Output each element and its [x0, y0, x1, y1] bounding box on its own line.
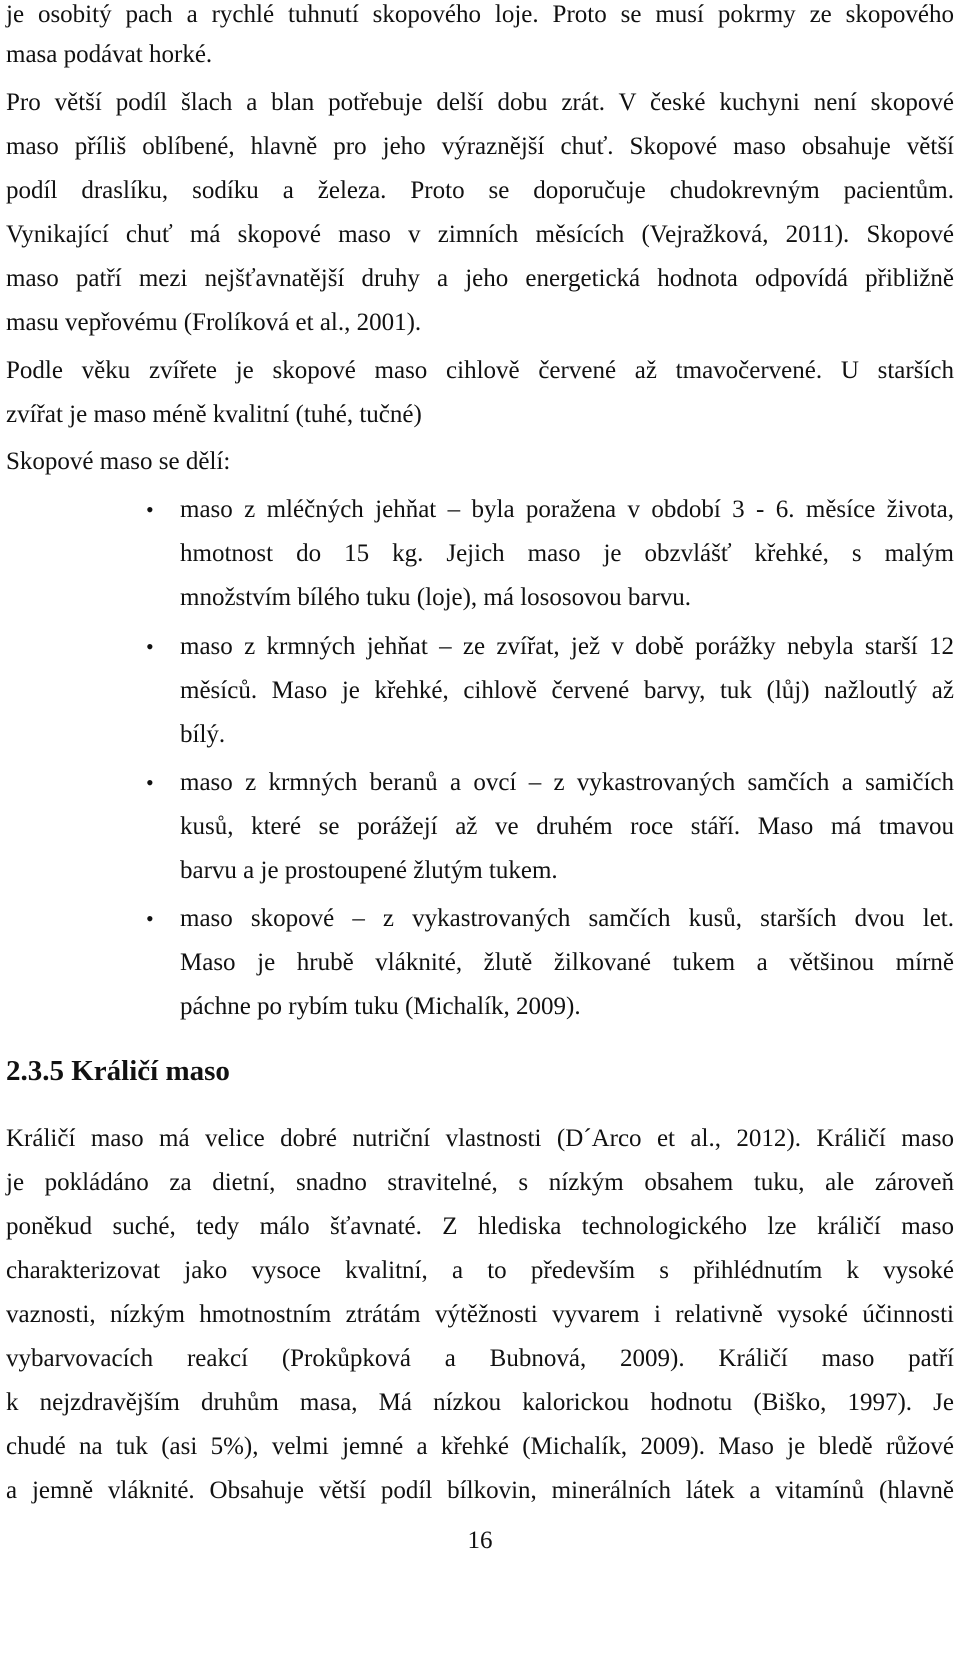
text-line: poněkud suché, tedy málo šťavnaté. Z hlediska technologického lze králičí maso	[6, 1213, 954, 1240]
list-item-line: maso skopové – z vykastrovaných samčích kusů, starších dvou let.	[180, 905, 954, 932]
list-item-line: barvu a je prostoupené žlutým tukem.	[180, 857, 558, 884]
text-line: masa podávat horké.	[6, 41, 213, 68]
list-item-line: kusů, které se porážejí až ve druhém roce stáří. Maso má tmavou	[180, 813, 954, 840]
text-line: maso patří mezi nejšťavnatější druhy a jeho energetická hodnota odpovídá přibližně	[6, 265, 954, 292]
page-number: 16	[467, 1527, 493, 1554]
bullet-icon: •	[146, 497, 154, 522]
text-line: Podle věku zvířete je skopové maso cihlově červené až tmavočervené. U starších	[6, 357, 954, 384]
text-line: je osobitý pach a rychlé tuhnutí skopového loje. Proto se musí pokrmy ze skopového	[6, 1, 954, 28]
text-line: podíl draslíku, sodíku a železa. Proto se doporučuje chudokrevným pacientům.	[6, 177, 954, 204]
text-line: Pro větší podíl šlach a blan potřebuje delší dobu zrát. V české kuchyni není skopové	[6, 89, 954, 116]
list-item-line: páchne po rybím tuku (Michalík, 2009).	[180, 993, 581, 1020]
text-line: zvířat je maso méně kvalitní (tuhé, tučné)	[6, 401, 422, 428]
list-item-line: množstvím bílého tuku (loje), má lososovou barvu.	[180, 584, 692, 611]
list-item-line: maso z krmných jehňat – ze zvířat, jež v době porážky nebyla starší 12	[180, 633, 954, 660]
text-line: vybarvovacích reakcí (Prokůpková a Bubnová, 2009). Králičí maso patří	[6, 1345, 954, 1372]
list-item-line: maso z mléčných jehňat – byla poražena v období 3 - 6. měsíce života,	[180, 496, 954, 523]
list-item-line: bílý.	[180, 721, 226, 748]
bullet-icon: •	[146, 906, 154, 931]
list-item-line: maso z krmných beranů a ovcí – z vykastrovaných samčích a samičích	[180, 769, 954, 796]
text-line: maso příliš oblíbené, hlavně pro jeho výraznější chuť. Skopové maso obsahuje větší	[6, 133, 954, 160]
bullet-icon: •	[146, 770, 154, 795]
bullet-icon: •	[146, 634, 154, 659]
text-line: Vynikající chuť má skopové maso v zimních měsících (Vejražková, 2011). Skopové	[6, 221, 954, 248]
text-line: k nejzdravějším druhům masa, Má nízkou kalorickou hodnotu (Biško, 1997). Je	[6, 1389, 954, 1416]
list-item-line: Maso je hrubě vláknité, žlutě žilkované tukem a většinou mírně	[180, 949, 954, 976]
text-line: chudé na tuk (asi 5%), velmi jemné a křehké (Michalík, 2009). Maso je bledě růžové	[6, 1433, 954, 1460]
text-line: Králičí maso má velice dobré nutriční vlastnosti (D´Arco et al., 2012). Králičí maso	[6, 1125, 954, 1152]
list-intro: Skopové maso se dělí:	[6, 448, 231, 475]
text-line: charakterizovat jako vysoce kvalitní, a to především s přihlédnutím k vysoké	[6, 1257, 954, 1284]
text-line: masu vepřovému (Frolíková et al., 2001).	[6, 309, 422, 336]
list-item-line: měsíců. Maso je křehké, cihlově červené barvy, tuk (lůj) nažloutlý až	[180, 677, 954, 704]
list-item-line: hmotnost do 15 kg. Jejich maso je obzvlášť křehké, s malým	[180, 540, 954, 567]
section-heading: 2.3.5 Králičí maso	[6, 1055, 230, 1087]
text-line: je pokládáno za dietní, snadno stravitelné, s nízkým obsahem tuku, ale zároveň	[6, 1169, 954, 1196]
text-line: vaznosti, nízkým hmotnostním ztrátám výtěžnosti vyvarem i relativně vysoké účinnosti	[6, 1301, 954, 1328]
text-line: a jemně vláknité. Obsahuje větší podíl bílkovin, minerálních látek a vitamínů (hlavně	[6, 1477, 954, 1504]
